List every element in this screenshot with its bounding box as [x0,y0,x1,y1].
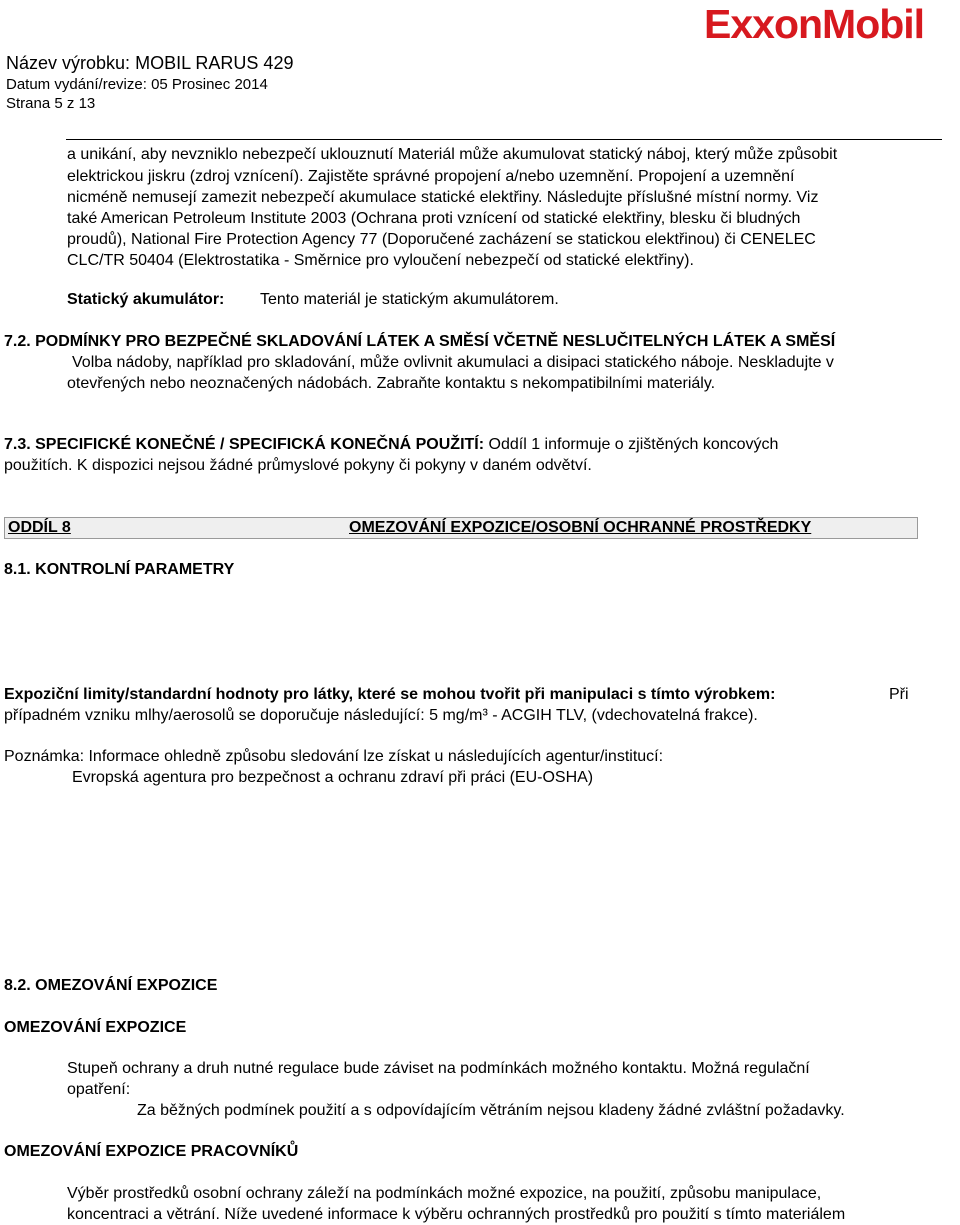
section-8-title: OMEZOVÁNÍ EXPOZICE/OSOBNÍ OCHRANNÉ PROSTŘEDKY [349,519,812,536]
worker-exposure-heading: OMEZOVÁNÍ EXPOZICE PRACOVNÍKŮ [4,1143,299,1160]
section7-2-line: Volba nádoby, například pro skladování, může ovlivnit akumulaci a disipaci statického náboje. Neskladujte v [72,354,834,371]
note-agency: Evropská agentura pro bezpečnost a ochranu zdraví při práci (EU-OSHA) [72,769,594,786]
subsection-7-3-heading: 7.3. SPECIFICKÉ KONEČNÉ / SPECIFICKÁ KONEČNÁ POUŽITÍ: [4,436,485,453]
static-accumulator-label: Statický akumulátor: [67,291,225,308]
subsection-7-2-heading: 7.2. PODMÍNKY PRO BEZPEČNÉ SKLADOVÁNÍ LÁTEK A SMĚSÍ VČETNĚ NESLUČITELNÝCH LÁTEK A SMĚSÍ [4,333,836,350]
exposure-controls-indent: Za běžných podmínek použití a s odpovídajícím větráním nejsou kladeny žádné zvláštní požadavky. [137,1102,845,1119]
header-rule [66,139,942,140]
subsection-7-3-line2: použitích. K dispozici nejsou žádné průmyslové pokyny či pokyny v daném odvětví. [4,457,592,474]
exposure-limits-line2: případném vzniku mlhy/aerosolů se doporučuje následující: 5 mg/m³ - ACGIH TLV, (vdechovatelná frakce). [4,707,758,724]
product-name: MOBIL RARUS 429 [135,53,294,73]
section7-paragraph-line: také American Petroleum Institute 2003 (Ochrana proti vznícení od statické elektřiny, blesku či bludných [67,210,801,227]
section7-paragraph-line: CLC/TR 50404 (Elektrostatika - Směrnice pro vyloučení nebezpečí od statické elektřiny). [67,252,694,269]
subsection-8-2-heading: 8.2. OMEZOVÁNÍ EXPOZICE [4,977,218,994]
exposure-controls-heading: OMEZOVÁNÍ EXPOZICE [4,1019,187,1036]
exposure-limits-text: Při [889,686,909,703]
exposure-limits-heading: Expoziční limity/standardní hodnoty pro látky, které se mohou tvořit při manipulaci s tímto výrobkem: [4,686,776,703]
static-accumulator-value: Tento materiál je statickým akumulátorem. [260,291,559,308]
page-of: z [66,95,75,112]
section-8-number: ODDÍL 8 [8,519,71,536]
worker-exposure-line: koncentraci a větrání. Níže uvedené informace k výběru ochranných prostředků pro použití s tímto materiálem [67,1206,846,1223]
worker-exposure-line: Výběr prostředků osobní ochrany záleží na podmínkách možné expozice, na použití, způsobu manipulace, [67,1185,822,1202]
revision-date-line [6,76,268,94]
exposure-controls-line: opatření: [67,1081,131,1098]
subsection-7-3-line [4,434,778,455]
page-total: 13 [78,95,96,112]
page-label: Strana [6,95,51,112]
page-number-line [6,95,95,113]
product-label: Název výrobku: [6,53,131,73]
exxonmobil-logo: ExxonMobil [704,1,925,47]
subsection-7-3-text: Oddíl 1 informuje o zjištěných koncových [484,436,779,453]
section7-paragraph-line: elektrickou jiskru (zdroj vznícení). Zajistěte správné propojení a/nebo uzemnění. Propojení a uzemnění [67,168,795,185]
date-label: Datum vydání/revize: [6,76,147,93]
subsection-8-1-heading: 8.1. KONTROLNÍ PARAMETRY [4,561,235,578]
section7-2-line: otevřených nebo neoznačených nádobách. Zabraňte kontaktu s nekompatibilními materiály. [67,375,716,392]
section7-paragraph-line: proudů), National Fire Protection Agency 77 (Doporučené zacházení se statickou elektřinou) či CENELEC [67,231,816,248]
exposure-controls-line: Stupeň ochrany a druh nutné regulace bude záviset na podmínkách možného kontaktu. Možná regulační [67,1060,810,1077]
product-name-line [6,52,293,74]
section7-paragraph-line: a unikání, aby nevzniklo nebezpečí uklouznutí Materiál může akumulovat statický náboj, který může způsobit [67,146,838,163]
section7-paragraph-line: nicméně nemusejí zamezit nebezpečí akumulace statické elektřiny. Následujte příslušné místní normy. Viz [67,189,819,206]
date-value: 05 Prosinec 2014 [151,76,268,93]
page-current: 5 [54,95,63,112]
note-line: Poznámka: Informace ohledně způsobu sledování lze získat u následujících agentur/institucí: [4,748,664,765]
